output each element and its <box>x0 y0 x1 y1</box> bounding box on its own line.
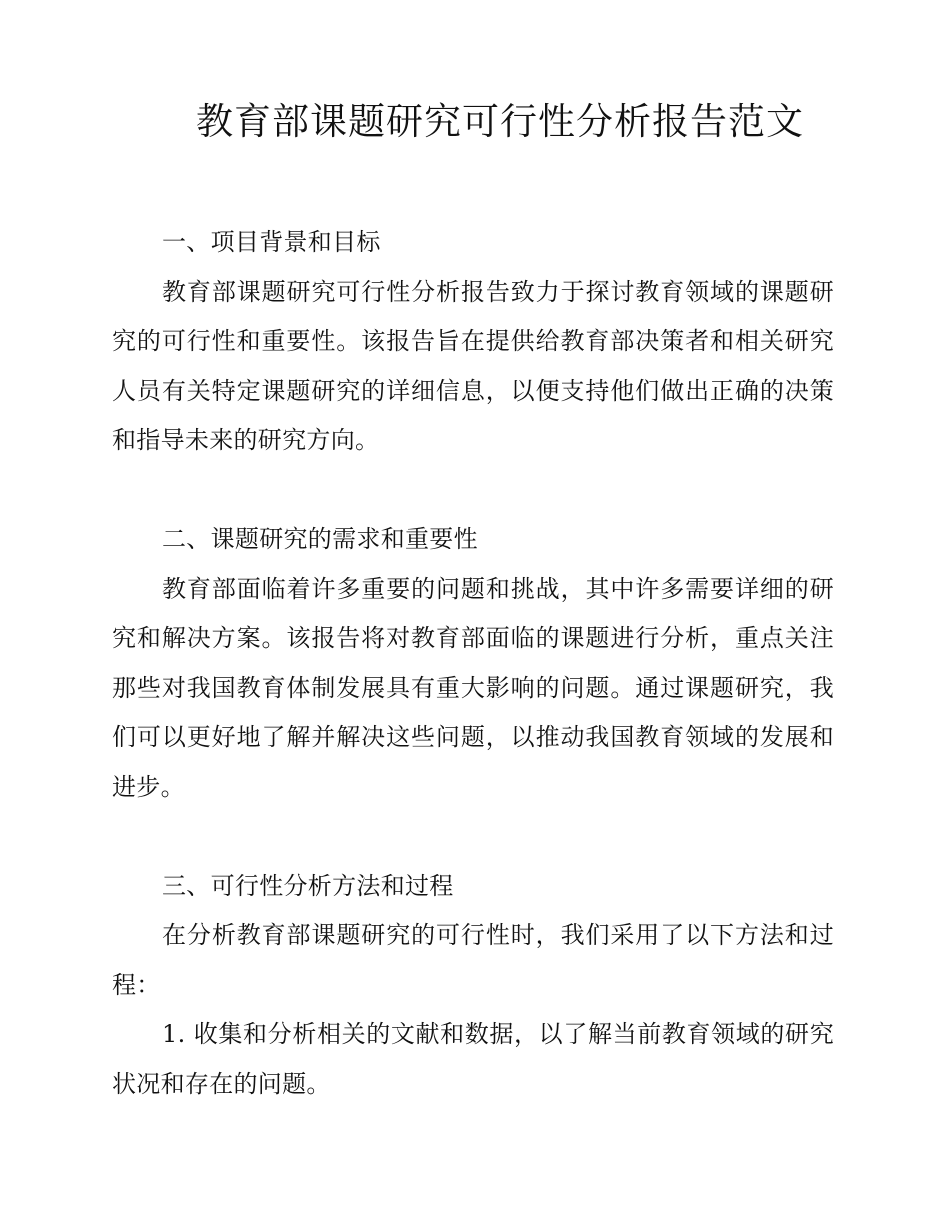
section-methods <box>112 862 834 1110</box>
section-paragraph: 教育部面临着许多重要的问题和挑战，其中许多需要详细的研究和解决方案。该报告将对教育部面临的课题进行分析，重点关注那些对我国教育体制发展具有重大影响的问题。通过课题研究，我们可以更好地了解并解决这些问题，以推动我国教育领域的发展和进步。 <box>112 574 834 801</box>
section-needs <box>112 515 834 812</box>
section-spacer <box>112 812 834 862</box>
section-heading: 二、课题研究的需求和重要性 <box>162 525 478 553</box>
list-item: 1. 收集和分析相关的文献和数据，以了解当前教育领域的研究状况和存在的问题。 <box>112 1020 834 1098</box>
section-spacer <box>112 466 834 516</box>
section-background <box>112 218 834 466</box>
section-heading: 三、可行性分析方法和过程 <box>162 871 454 900</box>
document-body <box>112 218 834 1109</box>
section-heading: 一、项目背景和目标 <box>162 228 381 256</box>
section-paragraph: 教育部课题研究可行性分析报告致力于探讨教育领域的课题研究的可行性和重要性。该报告旨在提供给教育部决策者和相关研究人员有关特定课题研究的详细信息，以便支持他们做出正确的决策和指导未来的研究方向。 <box>112 277 834 454</box>
section-paragraph: 在分析教育部课题研究的可行性时，我们采用了以下方法和过程： <box>112 921 834 999</box>
document-title: 教育部课题研究可行性分析报告范文 <box>196 100 804 143</box>
